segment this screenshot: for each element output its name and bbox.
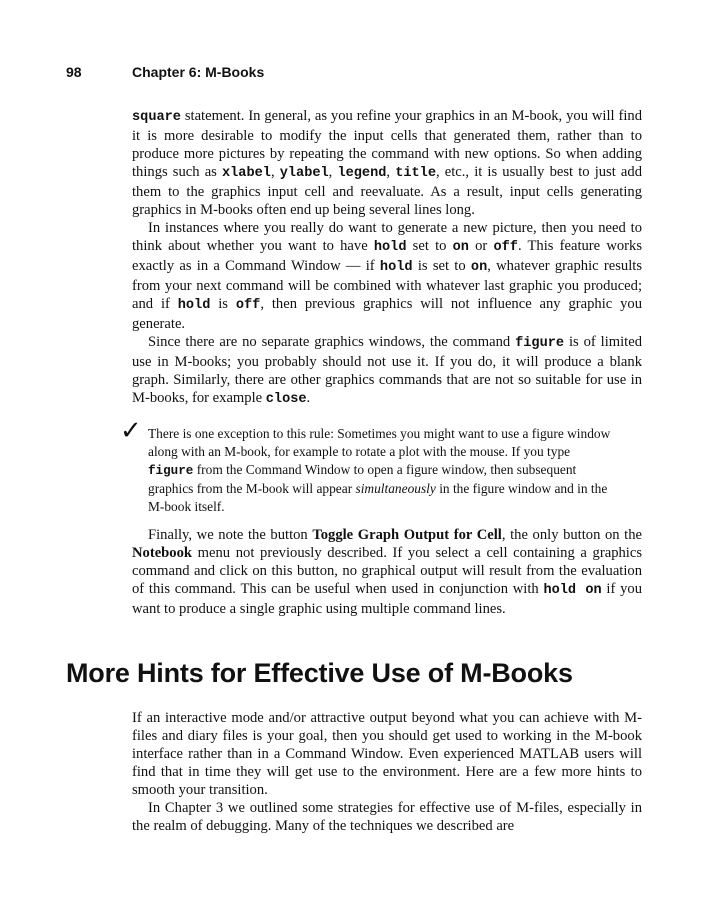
menu-name-notebook: Notebook: [132, 545, 192, 561]
text-run: There is one exception to this rule: Sometimes you might want to use a figure window along with an M-book, for example to rotate a plot with the mouse. If you type: [148, 426, 611, 459]
text-run: is: [210, 296, 236, 312]
checkmark-icon: ✓: [120, 416, 142, 446]
button-name-toggle-graph-output: Toggle Graph Output for Cell: [312, 527, 502, 543]
code-off: off: [493, 240, 518, 255]
code-figure: figure: [148, 464, 194, 478]
paragraph-square-statement: [132, 107, 642, 219]
text-run: is set to: [412, 258, 471, 274]
paragraph-chapter-3: In Chapter 3 we outlined some strategies for effective use of M-files, especially in the realm of debugging. Many of the techniques we described are: [132, 800, 642, 834]
code-square: square: [132, 110, 181, 125]
code-hold: hold: [177, 298, 211, 313]
section-heading: More Hints for Effective Use of M-Books: [66, 658, 573, 688]
text-run: menu not previously described. If you select a cell containing a graphics command and click on this button, no graphical output will result from the evaluation of this command. This can be useful when used in conjunction with: [132, 545, 642, 597]
tip-note: [148, 425, 618, 516]
text-run: is of limited use in M-books; you probably should not use it. If you do, it will produce a blank graph. Similarly, there are other graphics commands that are not so suitable for use in M-books, for example: [132, 334, 642, 406]
code-close: close: [265, 392, 307, 407]
code-ylabel: ylabel: [279, 166, 329, 181]
code-off: off: [235, 298, 261, 313]
text-run: ,: [386, 164, 396, 180]
paragraph-figure-command: [132, 333, 642, 409]
chapter-title: Chapter 6: M-Books: [132, 64, 265, 80]
body-text-block-3: [132, 709, 642, 835]
text-run: ,: [328, 164, 338, 180]
text-run: statement. In general, as you refine your graphics in an M-book, you will find it is more desirable to modify the input cells that generated them, rather than to produce more pictures by repeating the command with new options. So when adding things such as: [132, 108, 642, 180]
text-run: or: [468, 238, 494, 254]
code-figure: figure: [515, 336, 565, 351]
text-run: In instances where you really do want to generate a new picture, then you need to think about whether you want to have: [132, 220, 642, 254]
text-run: from the Command Window to open a figure window, then subsequent graphics from the M-book will appear: [148, 462, 577, 496]
code-on: on: [470, 260, 488, 275]
paragraph-interactive-mode: If an interactive mode and/or attractive output beyond what you can achieve with M-files and diary files is your goal, then you should get used to working in the M-book interface rather than in a Command Window. Even experienced MATLAB users will find that in time they will get use to the environment. Here are a few more hints to smooth your transition.: [132, 710, 642, 798]
text-run: .: [306, 390, 311, 406]
text-run: in the figure window and in the M-book itself.: [148, 481, 608, 514]
text-run: , whatever graphic results from your next command will be combined with whatever last graphic you produced; and if: [132, 258, 643, 312]
text-run: , the only button on the: [501, 527, 643, 543]
code-title: title: [395, 166, 436, 181]
text-run: , etc., it is usually best to just add them to the graphics input cell and reevaluate. As a result, input cells generating graphics in M-books often end up being several lines long.: [132, 164, 642, 218]
page-number: 98: [66, 64, 82, 80]
code-on: on: [452, 240, 469, 255]
paragraph-hold-setting: [132, 219, 642, 333]
text-run: set to: [406, 238, 453, 254]
code-legend: legend: [337, 166, 387, 181]
text-run: Since there are no separate graphics windows, the command: [148, 334, 516, 350]
body-text-block-2: [132, 526, 642, 618]
emphasis-simultaneously: simultaneously: [355, 481, 436, 496]
note-text: [148, 425, 618, 516]
code-hold: hold: [379, 260, 413, 275]
code-xlabel: xlabel: [221, 166, 271, 181]
code-hold-on: hold on: [543, 583, 602, 598]
body-text-block-1: [132, 107, 642, 409]
text-run: , then previous graphics will not influence any graphic you generate.: [132, 296, 642, 332]
text-run: if you want to produce a single graphic using multiple command lines.: [132, 581, 642, 617]
text-run: ,: [270, 164, 280, 180]
code-hold: hold: [373, 240, 407, 255]
text-run: Finally, we note the button: [148, 527, 313, 543]
paragraph-toggle-graph-output: [132, 526, 642, 618]
text-run: . This feature works exactly as in a Command Window — if: [132, 238, 643, 274]
